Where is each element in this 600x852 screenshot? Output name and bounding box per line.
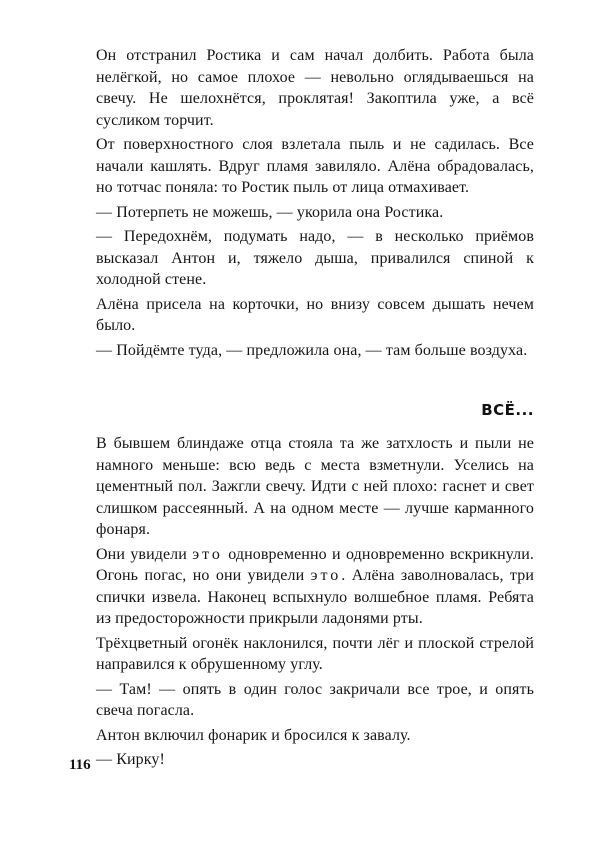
paragraph: — Передохнём, подумать надо, — в несколько приёмов высказал Антон и, тяжело дыша, привалился спиной к холодной стене.	[96, 228, 534, 288]
paragraph: — Кирку!	[96, 751, 165, 768]
spaced-emphasis: это	[310, 567, 342, 584]
page-number: 116	[69, 757, 91, 773]
text-block-bottom	[96, 433, 534, 774]
paragraph-text: Они увидели	[96, 545, 193, 563]
paragraph: Трёхцветный огонёк наклонился, почти лёг и плоской стрелой направился к обрушенному углу.	[96, 634, 534, 673]
paragraph	[96, 544, 534, 630]
paragraph: — Там! — опять в один голос закричали все трое, и опять свеча погасла.	[96, 680, 534, 719]
paragraph: — Пойдёмте туда, — предложила она, — там больше воздуха.	[96, 341, 528, 359]
paragraph: Алёна присела на корточки, но внизу совсем дышать нечем было.	[96, 295, 534, 334]
spaced-emphasis: это	[192, 545, 223, 563]
paragraph: От поверхностного слоя взлетала пыль и не садилась. Все начали кашлять. Вдруг пламя завиляло. Алёна обрадовалась, но тотчас поняла: то Ростик пыль от лица отмахивает.	[96, 136, 534, 196]
text-block-top	[96, 45, 534, 364]
paragraph: — Потерпеть не можешь, — укорила она Ростика.	[96, 203, 444, 221]
paragraph-text: . Алёна заволновалась, три спички извела. Наконец вспыхнуло волшебное пламя. Ребята из предосторожности прикрыли ладонями рты.	[96, 567, 534, 627]
paragraph: В бывшем блиндаже отца стояла та же затхлость и пыли не намного меньше: всю ведь с места взметнули. Уселись на цементный пол. Зажгли свечу. Идти с ней плохо: гаснет и свет слишком рассеянный. А на одном месте — лучше карманного фонаря.	[96, 435, 534, 538]
paragraph: Антон включил фонарик и бросился к завалу.	[96, 726, 411, 744]
paragraph-text: одновременно и одновременно вскрикнули. Огонь погас, но они увидели	[96, 545, 534, 584]
section-heading: ВСЁ...	[481, 401, 534, 419]
paragraph: Он отстранил Ростика и сам начал долбить. Работа была нелёгкой, но самое плохое — невольно оглядываешься на свечу. Не шелохнётся, проклятая! Закоптила уже, а всё сусликом торчит.	[96, 47, 534, 129]
